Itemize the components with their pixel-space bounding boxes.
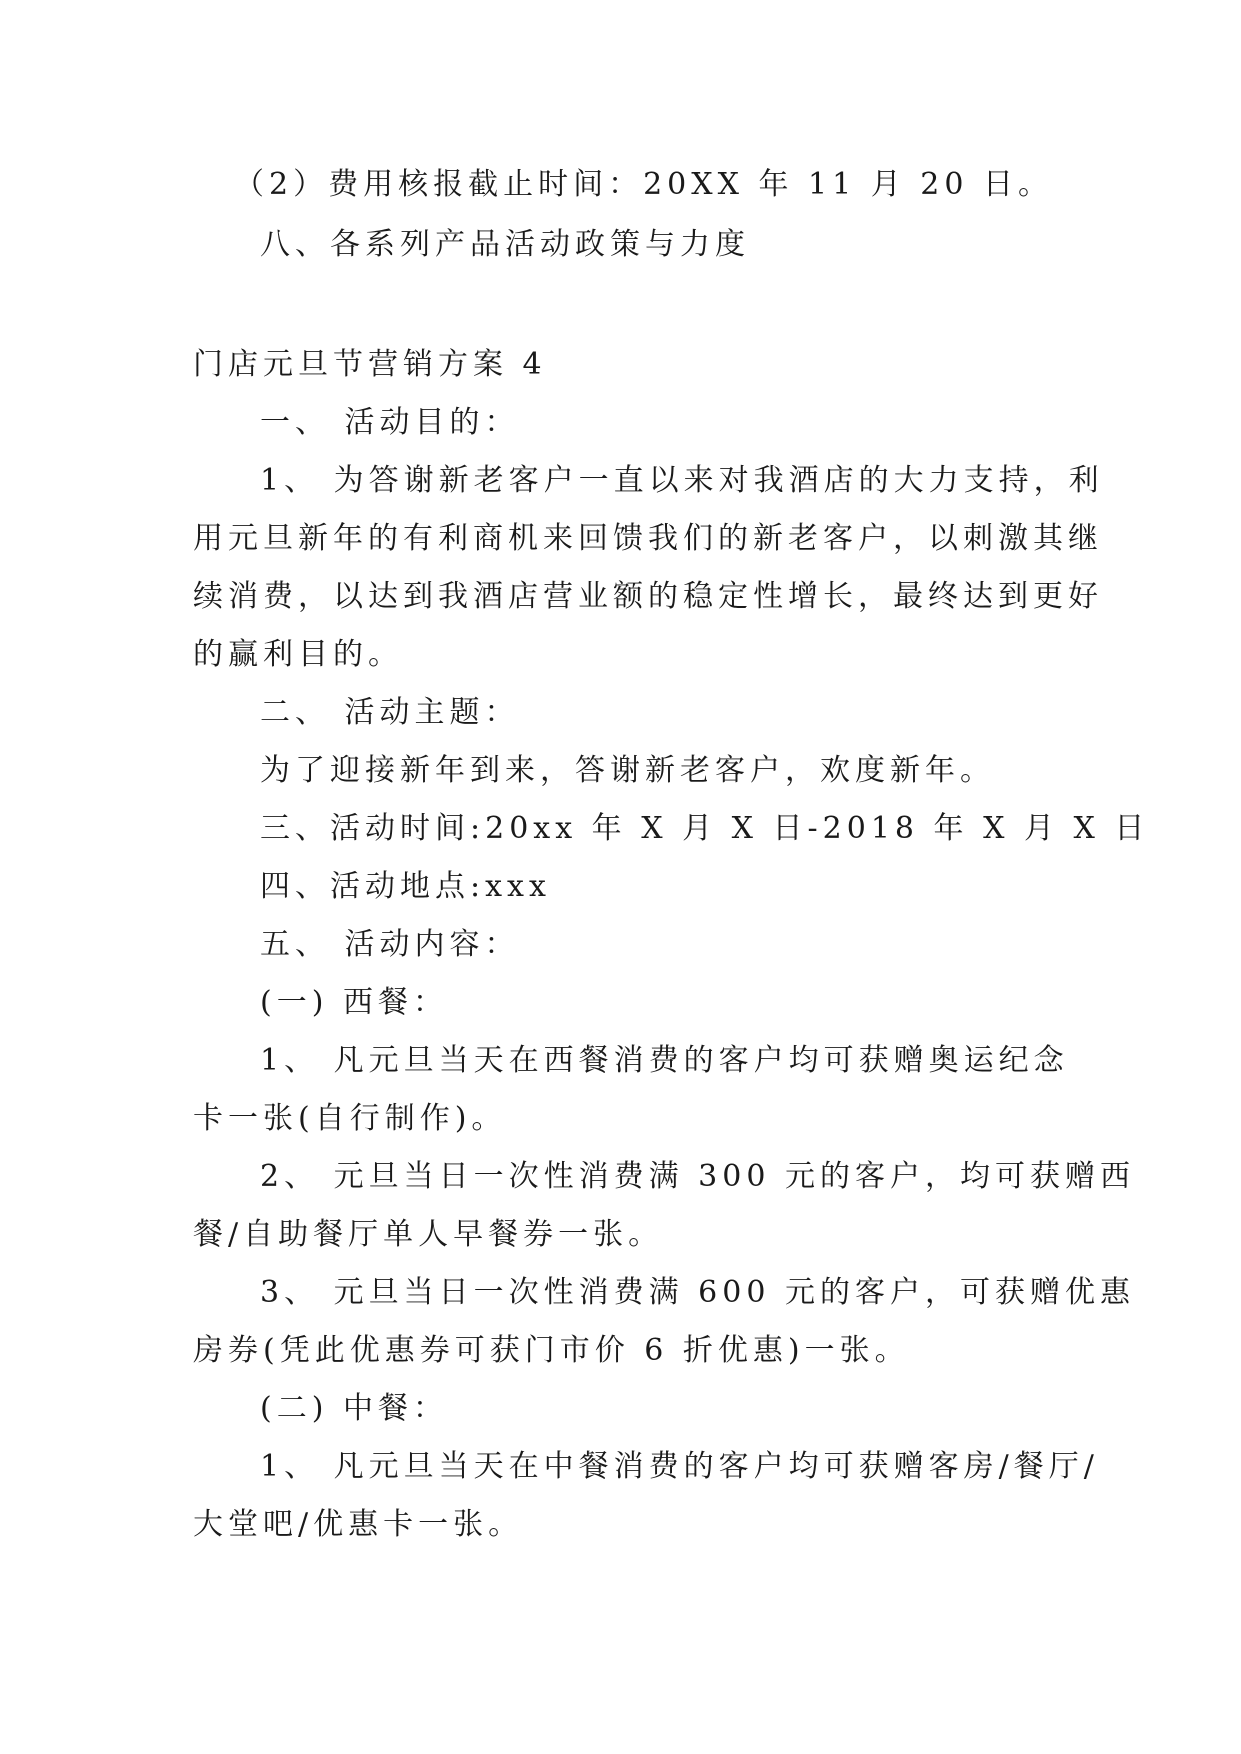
paragraph-line: 大堂吧/优惠卡一张。: [193, 1507, 524, 1542]
paragraph-line: 的赢利目的。: [193, 637, 403, 672]
section-five-heading: 五、 活动内容：: [260, 927, 520, 962]
activity-time-line: 三、活动时间:20xx 年 X 月 X 日-2018 年 X 月 X 日: [260, 811, 1150, 846]
paragraph-line: 卡一张(自行制作)。: [193, 1101, 507, 1136]
paragraph-line: 1、 为答谢新老客户一直以来对我酒店的大力支持，利: [260, 463, 1104, 498]
paragraph-line: 1、 凡元旦当天在西餐消费的客户均可获赠奥运纪念: [260, 1043, 1069, 1078]
subsection-chinese-heading: (二) 中餐：: [260, 1391, 448, 1426]
paragraph-line: 餐/自助餐厅单人早餐券一张。: [193, 1217, 664, 1252]
paragraph-line: 3、 元旦当日一次性消费满 600 元的客户，可获赠优惠: [260, 1275, 1135, 1310]
paragraph-line: 为了迎接新年到来，答谢新老客户，欢度新年。: [260, 753, 995, 788]
section-one-heading: 一、 活动目的：: [260, 405, 520, 440]
plan-title: 门店元旦节营销方案 4: [193, 347, 547, 382]
subsection-western-heading: (一) 西餐：: [260, 985, 448, 1020]
section-two-heading: 二、 活动主题：: [260, 695, 520, 730]
paragraph-line: 1、 凡元旦当天在中餐消费的客户均可获赠客房/餐厅/: [260, 1449, 1099, 1484]
reimbursement-deadline-line: （2）费用核报截止时间：20XX 年 11 月 20 日。: [234, 167, 1054, 202]
paragraph-line: 房券(凭此优惠券可获门市价 6 折优惠)一张。: [193, 1333, 910, 1368]
paragraph-line: 2、 元旦当日一次性消费满 300 元的客户，均可获赠西: [260, 1159, 1135, 1194]
paragraph-line: 续消费，以达到我酒店营业额的稳定性增长，最终达到更好: [193, 579, 1103, 614]
section-eight-heading: 八、各系列产品活动政策与力度: [260, 227, 750, 262]
paragraph-line: 用元旦新年的有利商机来回馈我们的新老客户，以刺激其继: [193, 521, 1103, 556]
activity-location-line: 四、活动地点:xxx: [260, 869, 551, 904]
